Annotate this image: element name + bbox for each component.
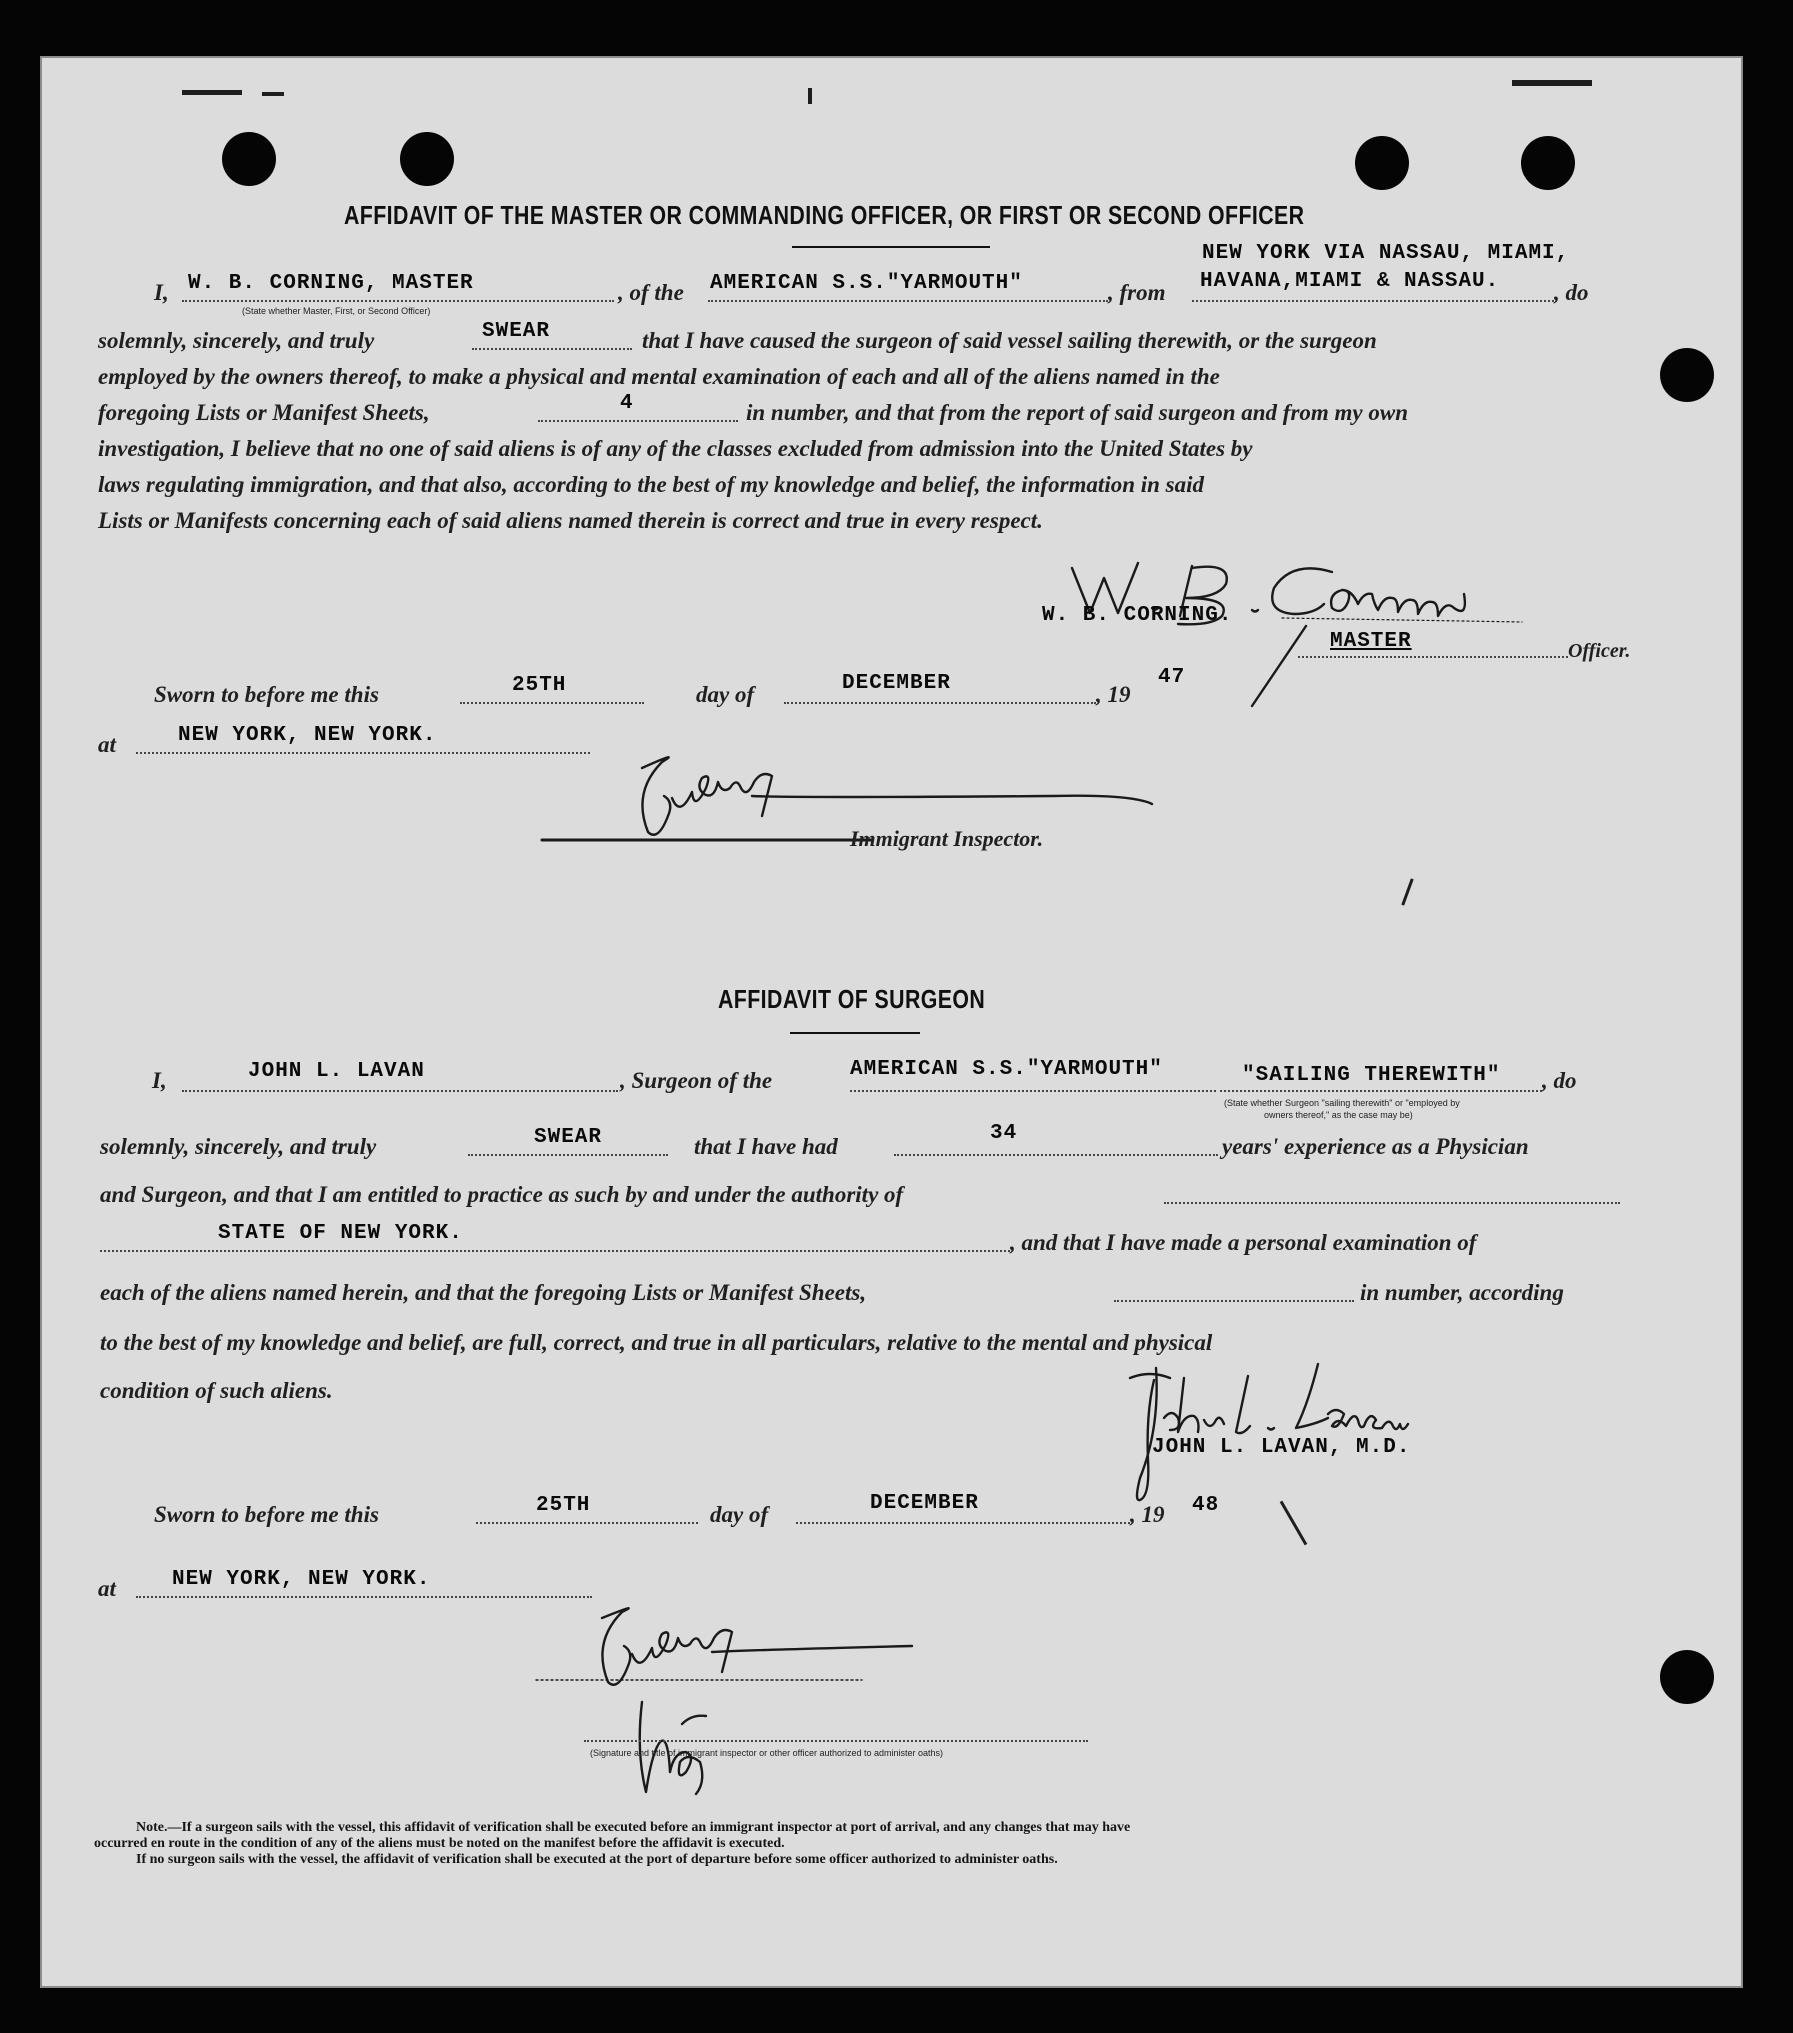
surgeon-year-prefix: , 19 [1130, 1502, 1165, 1527]
master-day-of-label: day of [696, 682, 755, 707]
surgeon-solemnly-label: solemnly, sincerely, and truly [100, 1134, 377, 1159]
master-sworn-month: DECEMBER [842, 672, 951, 695]
authority-field-line [100, 1250, 1010, 1252]
master-name: W. B. CORNING, MASTER [188, 272, 474, 295]
surgeon-sworn-label: Sworn to before me this [154, 1502, 379, 1527]
surgeon-place-field-line [136, 1596, 592, 1598]
note-line-2: occurred en route in the condition of any of the aliens must be noted on the manifest before the affidavit is executed. [94, 1836, 785, 1851]
surgeon-sworn-day: 25TH [536, 1494, 591, 1517]
sheet-count: 4 [620, 392, 634, 415]
rank-caption: (State whether Master, First, or Second Officer) [242, 306, 431, 316]
surgeon-years: 34 [990, 1122, 1018, 1145]
sheet-count-field-line [538, 420, 738, 422]
master-text-3a: foregoing Lists or Manifest Sheets, [98, 400, 430, 425]
surgeon-text-3: , and that I have made a personal examination of [1010, 1230, 1477, 1255]
inspector-label: Immigrant Inspector. [850, 826, 1044, 851]
master-affidavit-title: AFFIDAVIT OF THE MASTER OR COMMANDING OFFICER, OR FIRST OR SECOND OFFICER [344, 200, 1305, 230]
from-line-2: HAVANA,MIAMI & NASSAU. [1200, 270, 1500, 293]
punch-hole-top-left-1 [222, 132, 276, 186]
i-label: I, [154, 280, 169, 305]
surgeon-text-4b: in number, according [1360, 1280, 1564, 1305]
master-signer-rank: MASTER [1330, 630, 1412, 653]
punch-hole-top-left-2 [400, 132, 454, 186]
master-place-field-line [136, 752, 590, 754]
master-at-label: at [98, 732, 116, 757]
solemnly-label: solemnly, sincerely, and truly [98, 328, 375, 353]
master-year-prefix: , 19 [1096, 682, 1131, 707]
surgeon-oath: SWEAR [534, 1126, 603, 1149]
punch-hole-top-right-1 [1355, 136, 1409, 190]
punch-hole-top-right-2 [1521, 136, 1575, 190]
scan-mark [1401, 878, 1413, 905]
master-month-field-line [784, 702, 1096, 704]
surgeon-at-label: at [98, 1576, 116, 1601]
surgeon-name: JOHN L. LAVAN [248, 1060, 425, 1083]
surgeon-sheets-field-line [1114, 1300, 1354, 1302]
surgeon-of-label: , Surgeon of the [620, 1068, 773, 1093]
authority-field-line-top [1164, 1202, 1620, 1204]
surgeon-sailing: "SAILING THEREWITH" [1242, 1064, 1501, 1087]
surgeon-year-suffix: 48 [1192, 1494, 1220, 1517]
scan-mark [262, 92, 284, 96]
master-text-5: laws regulating immigration, and that also, according to the best of my knowledge and belief, the information in said [98, 472, 1205, 497]
surgeon-name-field-line [182, 1090, 618, 1092]
from-label: , from [1108, 280, 1166, 305]
punch-hole-right-lower [1660, 1650, 1714, 1704]
surgeon-day-of-label: day of [710, 1502, 769, 1527]
master-sworn-place: NEW YORK, NEW YORK. [178, 724, 437, 747]
surgeon-day-field-line [476, 1522, 698, 1524]
note-line-1: Note.—If a surgeon sails with the vessel, this affidavit of verification shall be executed before an immigrant inspector at port of arrival, and any changes that may have [136, 1820, 1131, 1835]
surgeon-text-2: and Surgeon, and that I am entitled to practice as such by and under the authority of [100, 1182, 904, 1207]
do-label: , do [1554, 280, 1589, 305]
note-line-3: If no surgeon sails with the vessel, the affidavit of verification shall be executed at the port of departure before some officer authorized to administer oaths. [136, 1852, 1058, 1867]
surgeon-title-underline [790, 1032, 920, 1034]
master-oath: SWEAR [482, 320, 551, 343]
surgeon-text-6: condition of such aliens. [100, 1378, 333, 1403]
years-field-line [894, 1154, 1218, 1156]
surgeon-text-5: to the best of my knowledge and belief, are full, correct, and true in all particulars, relative to the mental and physical [100, 1330, 1213, 1355]
scan-mark [182, 90, 242, 95]
title-underline [792, 246, 990, 248]
surgeon-sworn-place: NEW YORK, NEW YORK. [172, 1568, 431, 1591]
oath-field-line [472, 348, 632, 350]
sailing-caption-1: (State whether Surgeon "sailing therewith" or "employed by [1224, 1098, 1460, 1108]
master-signer-typed: W. B. CORNING. [1042, 604, 1233, 627]
officer-label: Officer. [1568, 640, 1631, 662]
punch-hole-right-upper [1660, 348, 1714, 402]
surgeon-text-4a: each of the aliens named herein, and that the foregoing Lists or Manifest Sheets, [100, 1280, 867, 1305]
master-sworn-day: 25TH [512, 674, 567, 697]
surgeon-signer-typed: JOHN L. LAVAN, M.D. [1152, 1436, 1411, 1459]
master-vessel: AMERICAN S.S."YARMOUTH" [710, 272, 1023, 295]
manifest-affidavit-page [40, 56, 1743, 1988]
surgeon-i-label: I, [152, 1068, 167, 1093]
master-name-field-line [182, 300, 614, 302]
sailing-field-line [1220, 1090, 1542, 1092]
had-label: that I have had [694, 1134, 838, 1159]
sailing-caption-2: owners thereof," as the case may be) [1264, 1110, 1413, 1120]
years-label: years' experience as a Physician [1222, 1134, 1529, 1159]
scan-mark [808, 88, 812, 104]
master-year-suffix: 47 [1158, 666, 1186, 689]
master-text-1: that I have caused the surgeon of said vessel sailing therewith, or the surgeon [642, 328, 1377, 353]
surgeon-vessel-field-line [850, 1090, 1216, 1092]
surgeon-authority: STATE OF NEW YORK. [218, 1222, 463, 1245]
vessel-field-line [708, 300, 1108, 302]
of-the-label: , of the [618, 280, 684, 305]
surgeon-affidavit-title: AFFIDAVIT OF SURGEON [718, 984, 986, 1014]
surgeon-vessel: AMERICAN S.S."YARMOUTH" [850, 1058, 1163, 1081]
surgeon-do-label: , do [1542, 1068, 1577, 1093]
signature-caption: (Signature and title of immigrant inspector or other officer authorized to administer oaths) [590, 1748, 944, 1758]
master-text-3b: in number, and that from the report of said surgeon and from my own [746, 400, 1409, 425]
from-line-1: NEW YORK VIA NASSAU, MIAMI, [1202, 242, 1570, 265]
surgeon-oath-field-line [468, 1154, 668, 1156]
surgeon-sworn-month: DECEMBER [870, 1492, 979, 1515]
master-text-6: Lists or Manifests concerning each of said aliens named therein is correct and true in every respect. [98, 508, 1043, 533]
officer-signature-field-line [584, 1740, 1088, 1742]
scan-mark [1512, 80, 1592, 86]
rank-field-line [1298, 656, 1568, 658]
surgeon-signature [1092, 1358, 1512, 1608]
surgeon-month-field-line [796, 1522, 1130, 1524]
master-day-field-line [460, 702, 644, 704]
inspector-2-signature [532, 1598, 992, 1838]
master-text-2: employed by the owners thereof, to make a physical and mental examination of each and all of the aliens named in the [98, 364, 1220, 389]
master-sworn-label: Sworn to before me this [154, 682, 379, 707]
master-text-4: investigation, I believe that no one of said aliens is of any of the classes excluded from admission into the United States by [98, 436, 1253, 461]
from-field-line [1192, 300, 1554, 302]
